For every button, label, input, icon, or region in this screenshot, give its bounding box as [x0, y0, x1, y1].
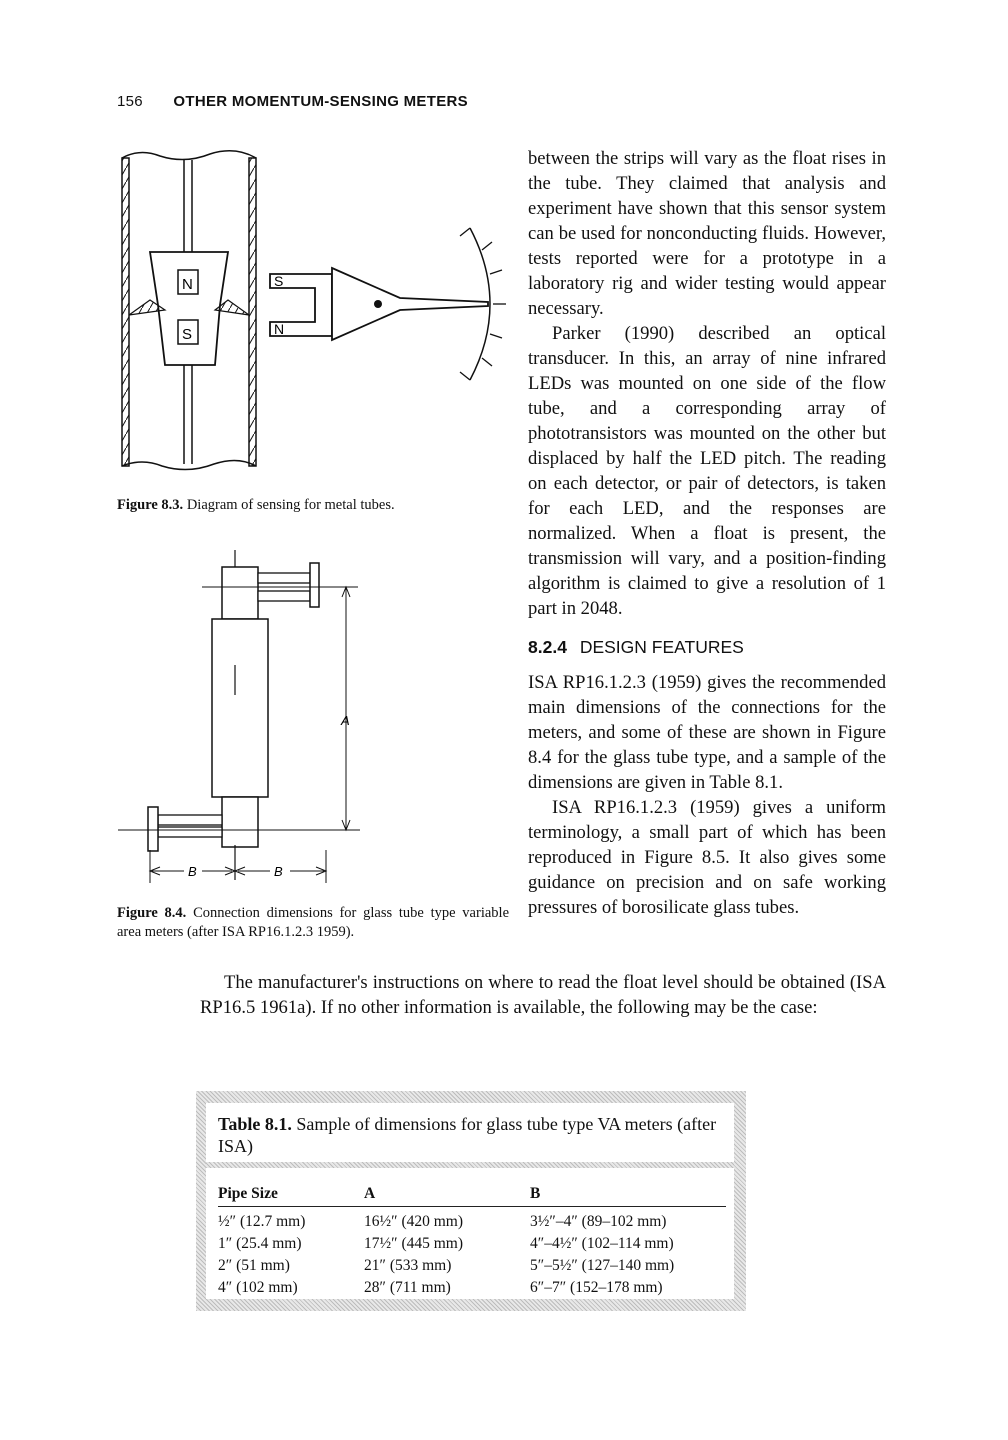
- table-header-pipe-size: Pipe Size: [218, 1185, 278, 1202]
- table-header-rule: [218, 1206, 726, 1207]
- float-magnet-s-label: S: [182, 326, 193, 343]
- table-title-text: Sample of dimensions for glass tube type VA meters (after ISA): [218, 1114, 717, 1156]
- table-cell: 16½″ (420 mm): [364, 1213, 464, 1230]
- table-cell: 17½″ (445 mm): [364, 1235, 464, 1252]
- figure-8-3-caption: [117, 496, 497, 515]
- table-header-b: B: [530, 1185, 541, 1202]
- table-cell: 6″–7″ (152–178 mm): [530, 1279, 663, 1296]
- page-number: 156: [117, 93, 143, 110]
- table-cell: 1″ (25.4 mm): [218, 1235, 302, 1252]
- full-width-text: [200, 970, 886, 1020]
- paragraph-2: Parker (1990) described an optical transducer. In this, an array of nine infrared LEDs was mounted on one side of the flow tube, and a corresponding array of phototransistors was mounted on the other but displaced by half the LED pitch. The reading on each detector, or pair of detectors, is taken for each LED, and the responses are normalized. When a float is present, the transmission will vary, and a position-finding algorithm is claimed to give a resolution of 1 part in 2048.: [528, 323, 886, 619]
- table-body: [206, 1103, 734, 1299]
- figure-8-4-caption: [117, 904, 509, 942]
- dimension-a-label: A: [341, 713, 350, 728]
- figure-8-3-caption-label: Figure 8.3.: [117, 497, 184, 513]
- right-column-text-bottom: [528, 670, 886, 920]
- table-cell: 4″ (102 mm): [218, 1279, 298, 1296]
- external-magnet-n-label: N: [274, 321, 285, 337]
- paragraph-5: The manufacturer's instructions on where to read the float level should be obtained (ISA RP16.5 1961a). If no other information is available, the following may be the case:: [200, 972, 886, 1018]
- table-header-band: [206, 1162, 734, 1168]
- table-cell: 28″ (711 mm): [364, 1279, 451, 1296]
- table-cell: 21″ (533 mm): [364, 1257, 452, 1274]
- section-number: 8.2.4: [528, 637, 567, 657]
- table-cell: 2″ (51 mm): [218, 1257, 290, 1274]
- figure-8-4-diagram: [110, 545, 370, 885]
- running-header: [117, 93, 468, 110]
- dimension-b-label-right: B: [274, 864, 283, 879]
- table-cell: ½″ (12.7 mm): [218, 1213, 306, 1230]
- table-header-a: A: [364, 1185, 376, 1202]
- figure-8-3-caption-text: Diagram of sensing for metal tubes.: [186, 497, 395, 513]
- table-cell: 5″–5½″ (127–140 mm): [530, 1257, 675, 1274]
- table-cell: 3½″–4″ (89–102 mm): [530, 1213, 667, 1230]
- table-title-label: Table 8.1.: [218, 1114, 292, 1134]
- external-magnet-s-label: S: [274, 273, 284, 289]
- running-title: OTHER MOMENTUM-SENSING METERS: [173, 93, 468, 110]
- table-8-1: [196, 1091, 746, 1311]
- float-magnet-n-label: N: [182, 276, 193, 293]
- section-heading: [528, 637, 744, 658]
- figure-8-4-caption-text: Connection dimensions for glass tube type variable area meters (after ISA RP16.1.2.3 1959).: [117, 905, 509, 940]
- table-title: [218, 1113, 718, 1157]
- paragraph-3: ISA RP16.1.2.3 (1959) gives the recommended main dimensions of the connections for the meters, and some of these are shown in Figure 8.4 for the glass tube type, and a sample of the dimensions are given in Table 8.1.: [528, 672, 886, 793]
- table-cell: 4″–4½″ (102–114 mm): [530, 1235, 674, 1252]
- right-column-text-top: [528, 146, 886, 621]
- figure-8-4-caption-label: Figure 8.4.: [117, 905, 187, 921]
- section-title: DESIGN FEATURES: [579, 637, 744, 657]
- dimension-b-label-left: B: [188, 864, 197, 879]
- paragraph-1: between the strips will vary as the float rises in the tube. They claimed that analysis and experiment have shown that this sensor system can be used for nonconducting fluids. However, tests reported were for a prototype in a laboratory rig and wider testing would appear necessary.: [528, 148, 886, 319]
- paragraph-4: ISA RP16.1.2.3 (1959) gives a uniform terminology, a small part of which has been reproduced in Figure 8.5. It also gives some guidance on precision and on safe working pressures of borosilicate glass tubes.: [528, 797, 886, 918]
- figure-8-3-diagram: [110, 140, 510, 480]
